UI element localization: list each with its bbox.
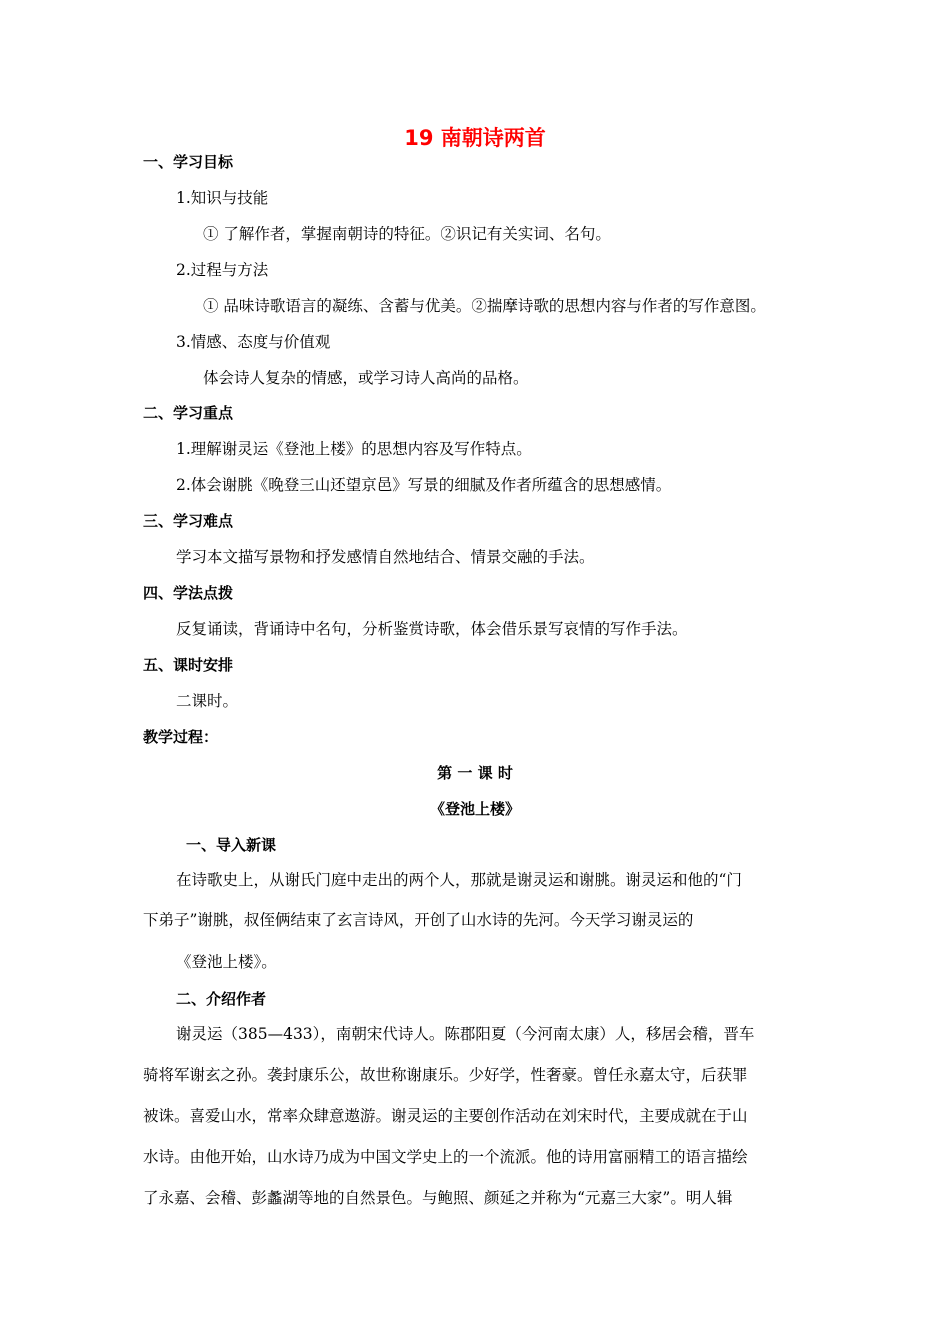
- process-method-text: ① 品味诗歌语言的凝练、含蓄与优美。②揣摩诗歌的思想内容与作者的写作意图。: [203, 297, 766, 315]
- author-line-1: 谢灵运（385—433），南朝宋代诗人。陈郡阳夏（今河南太康）人，移居会稽，晋车: [176, 1025, 755, 1043]
- knowledge-skills-text: ① 了解作者，掌握南朝诗的特征。②识记有关实词、名句。: [203, 225, 611, 243]
- heading-teaching-process: 教学过程：: [143, 728, 219, 746]
- intro-line-1: 在诗歌史上，从谢氏门庭中走出的两个人，那就是谢灵运和谢朓。谢灵运和他的“门: [176, 871, 742, 889]
- heading-difficulties: 三、学习难点: [143, 512, 234, 530]
- key-point-2: 2.体会谢朓《晚登三山还望京邑》写景的细腻及作者所蕴含的思想感情。: [176, 476, 672, 494]
- step-author: 二、介绍作者: [176, 990, 267, 1008]
- intro-line-3: 《登池上楼》。: [176, 953, 277, 971]
- subheading-knowledge-skills: 1.知识与技能: [176, 189, 269, 207]
- step-introduction: 一、导入新课: [186, 836, 277, 854]
- author-line-5: 了永嘉、会稽、彭蠡湖等地的自然景色。与鲍照、颜延之并称为“元嘉三大家”。明人辑: [143, 1189, 733, 1207]
- heading-learning-goals: 一、学习目标: [143, 153, 234, 171]
- author-line-4: 水诗。由他开始，山水诗乃成为中国文学史上的一个流派。他的诗用富丽精工的语言描绘: [143, 1148, 748, 1166]
- lesson-poem-title: 《登池上楼》: [429, 800, 520, 818]
- schedule-text: 二课时。: [176, 692, 239, 710]
- heading-schedule: 五、课时安排: [143, 656, 234, 674]
- document-title: 19 南朝诗两首: [404, 126, 546, 150]
- subheading-process-method: 2.过程与方法: [176, 261, 269, 279]
- intro-line-2: 下弟子”谢朓，叔侄俩结束了玄言诗风，开创了山水诗的先河。今天学习谢灵运的: [143, 911, 694, 929]
- author-line-2: 骑将军谢玄之孙。袭封康乐公，故世称谢康乐。少好学，性奢豪。曾任永嘉太守，后获罪: [143, 1066, 748, 1084]
- heading-method: 四、学法点拨: [143, 584, 234, 602]
- method-text: 反复诵读，背诵诗中名句，分析鉴赏诗歌，体会借乐景写哀情的写作手法。: [176, 620, 688, 638]
- author-line-3: 被诛。喜爱山水，常率众肆意遨游。谢灵运的主要创作活动在刘宋时代，主要成就在于山: [143, 1107, 748, 1125]
- difficulties-text: 学习本文描写景物和抒发感情自然地结合、情景交融的手法。: [176, 548, 595, 566]
- subheading-emotion-values: 3.情感、态度与价值观: [176, 333, 331, 351]
- heading-key-points: 二、学习重点: [143, 404, 234, 422]
- lesson-period: 第 一 课 时: [437, 764, 513, 782]
- emotion-values-text: 体会诗人复杂的情感，或学习诗人高尚的品格。: [203, 369, 529, 387]
- key-point-1: 1.理解谢灵运《登池上楼》的思想内容及写作特点。: [176, 440, 532, 458]
